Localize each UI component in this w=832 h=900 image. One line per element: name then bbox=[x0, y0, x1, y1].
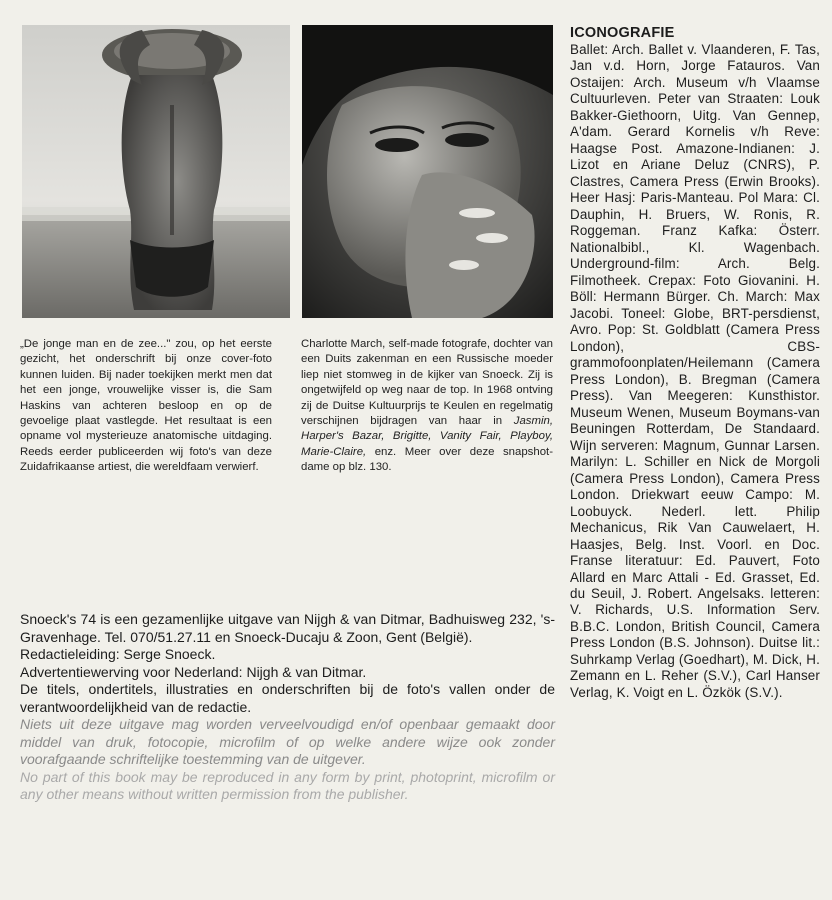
colophon-rights-dutch: Niets uit deze uitgave mag worden verveelvoudigd en/of openbaar gemaakt door middel van druk, fotocopie, microfilm of op welke andere wijze ook zonder voorafgaande schriftelijke toestemming van de uitgever. bbox=[20, 716, 555, 767]
iconografie-heading: ICONOGRAFIE bbox=[570, 25, 675, 41]
caption-right-text-2: enz. Meer over deze snapshot-dame op blz. 130. bbox=[301, 445, 553, 474]
colophon bbox=[20, 611, 555, 804]
colophon-editor: Redactieleiding: Serge Snoeck. bbox=[20, 646, 216, 662]
colophon-advertising: Advertentiewerving voor Nederland: Nijgh & van Ditmar. bbox=[20, 663, 367, 680]
cover-photo-beach-figure bbox=[22, 25, 290, 318]
colophon-rights-english: No part of this book may be reproduced in any form by print, photoprint, microfilm or any other means without written permission from the publisher. bbox=[20, 768, 555, 802]
caption-right-magazines: Jasmin, Harper's Bazar, Brigitte, Vanity Fair, Playboy, Marie-Claire, bbox=[301, 415, 553, 458]
iconografie-credits-text: Ballet: Arch. Ballet v. Vlaanderen, F. Tas, Jan v.d. Horn, Jorge Fatauros. Van Ostaijen: Arch. Museum v/h Vlaamse Cultuurleven. Peter van Straaten: Louk Bakker-Giethoorn, Uitg. Van Gennep, A'dam. Gerard Kornelis v/h Reve: Haagse Post. Amazone-Indianen: J. Lizot en Ariane Deluz (CNRS), P. Clastres, Camera Press (Erwin Brooks). Heer Hasj: Paris-Manteau. Pol Mara: Cl. Dauphin, H. Bruers, W. Ronis, R. Roggeman. Franz Kafka: Österr. Nationalbibl., Kl. Wagenbach. Underground-film: Arch. Belg. Filmotheek. Crepax: Foto Giovanini. H. Böll: Hermann Bürger. Ch. March: Max Jacobi. Toneel: Globe, BRT-persdienst, Avro. Pop: St. Goldblatt (Camera Press London), CBS-grammofoonplaten/Heilemann (Camera Press London), B. Bregman (Camera Press). Van Meegeren: Kunsthistor. Museum Wenen, Museum Boymans-van Beuningen Rotterdam, De Standaard. Wijn serveren: Magnum, Gunnar Larsen. Marilyn: L. Schiller en Nick de Morgoli (Camera Press London), Camera Press London. Driekwart eeuw Campo: M. Loobuyck. Nederl. lett. Philip Mechanicus, Rik Van Cauwelaert, H. Haasjes, Belg. Inst. Voorl. en Doc. Franse literatuur: Ed. Pauvert, Foto Allard en Marc Attali - Ed. Grasset, Ed. du Seuil, J. Robert. Angelsaks. letteren: V. Richards, U.S. Information Serv. B.B.C. London, British Council, Camera Press London (B.S. Johnson). Duitse lit.: Suhrkamp Verlag (Goedhart), M. Dick, H. Zemann en L. Reher (S.V.), Carl Hanser Verlag, K. Voigt en L. Özkök (S.V.). bbox=[570, 42, 820, 700]
beach-figure-photo-icon bbox=[22, 25, 290, 318]
portrait-photo-icon bbox=[302, 25, 553, 318]
colophon-responsibility: De titels, ondertitels, illustraties en onderschriften bij de foto's vallen onder de verantwoordelijkheid van de redactie. bbox=[20, 681, 555, 715]
caption-right-text-1: Charlotte March, self-made fotografe, dochter van een Duits zakenman en een Russische moeder liep niet stomweg in de kijker van Snoeck. Zij is ongetwijfeld op weg naar de top. In 1968 ontving zij de Duitse Kultuurprijs te Keulen en regelmatig verschijnen bijdragen van haar in bbox=[301, 338, 553, 428]
iconografie-credits-column bbox=[570, 25, 820, 701]
caption-left-text: „De jonge man en de zee..." zou, op het eerste gezicht, het onderschrift bij onze cover-foto kunnen luiden. Bij nader toekijken merkt men dat het een jonge, vrouwelijke visser is, die Sam Haskins van achteren besloop en op de gevoelige plaat vastlegde. Het resultaat is een opname vol mysterieuze anatomische uitdaging. Reeds eerder publiceerden wij foto's van deze Zuidafrikaanse artiest, die wereldfaam verwierf. bbox=[20, 338, 272, 474]
portrait-photo-charlotte-march bbox=[302, 25, 553, 318]
cover-photo-caption bbox=[20, 337, 272, 476]
colophon-publisher: Snoeck's 74 is een gezamenlijke uitgave van Nijgh & van Ditmar, Badhuisweg 232, 's-Gravenhage. Tel. 070/51.27.11 en Snoeck-Ducaju & Zoon, Gent (België). bbox=[20, 611, 555, 645]
portrait-photo-caption bbox=[301, 337, 553, 476]
